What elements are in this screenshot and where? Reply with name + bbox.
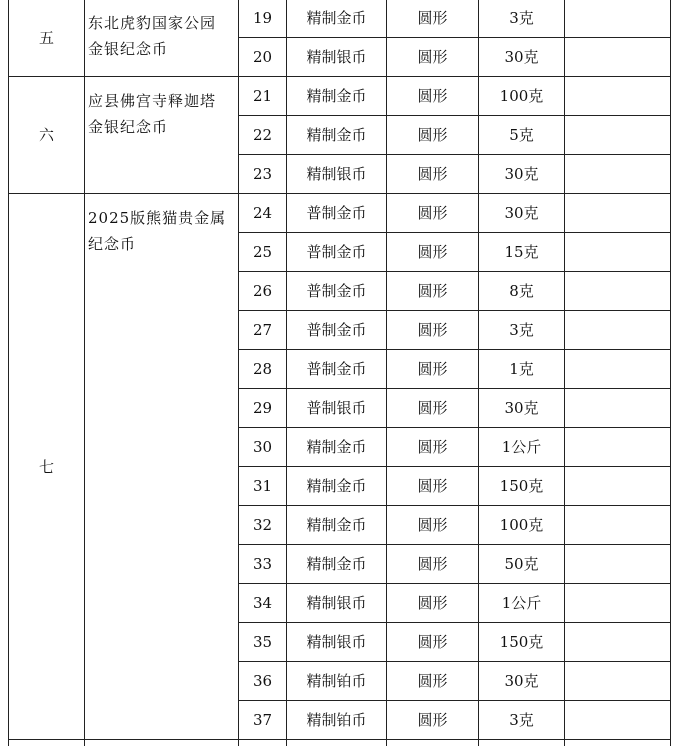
- coin-type-cell: 普制金币: [287, 194, 387, 233]
- group-name-line: 应县佛宫寺释迦塔: [88, 92, 217, 110]
- coin-weight-cell: 150克: [479, 623, 565, 662]
- coin-type-cell: 精制铂币: [287, 662, 387, 701]
- remarks-cell: [565, 233, 671, 272]
- coin-shape-cell: 圆形: [387, 233, 479, 272]
- coin-weight-cell: 15克: [479, 233, 565, 272]
- remarks-cell: [565, 428, 671, 467]
- coin-number-cell: 20: [239, 38, 287, 77]
- group-name-line: 东北虎豹国家公园: [88, 14, 217, 32]
- table-row-partial: [9, 740, 671, 747]
- coin-number-cell: 21: [239, 77, 287, 116]
- coin-number-cell: 34: [239, 584, 287, 623]
- coin-number-cell: 24: [239, 194, 287, 233]
- group-seq-cell: 六: [9, 77, 85, 194]
- remarks-cell: [565, 545, 671, 584]
- table-row: [9, 77, 671, 116]
- coin-type-cell: 精制金币: [287, 506, 387, 545]
- empty-cell: [239, 740, 287, 747]
- coin-weight-cell: 30克: [479, 38, 565, 77]
- coin-number-cell: 31: [239, 467, 287, 506]
- coin-type-cell: 精制银币: [287, 38, 387, 77]
- remarks-cell: [565, 662, 671, 701]
- remarks-cell: [565, 389, 671, 428]
- group-name-cell: [85, 194, 239, 740]
- group-name-line: 2025版熊猫贵金属: [88, 209, 227, 227]
- coin-shape-cell: 圆形: [387, 701, 479, 740]
- remarks-cell: [565, 701, 671, 740]
- group-seq-cell: 七: [9, 194, 85, 740]
- coin-type-cell: 精制金币: [287, 467, 387, 506]
- coin-number-cell: 19: [239, 0, 287, 38]
- coin-number-cell: 25: [239, 233, 287, 272]
- coin-type-cell: 精制银币: [287, 623, 387, 662]
- coin-table: [8, 0, 671, 746]
- remarks-cell: [565, 272, 671, 311]
- coin-shape-cell: 圆形: [387, 467, 479, 506]
- coin-weight-cell: 1公斤: [479, 428, 565, 467]
- coin-weight-cell: 5克: [479, 116, 565, 155]
- coin-shape-cell: 圆形: [387, 545, 479, 584]
- coin-type-cell: 普制金币: [287, 233, 387, 272]
- coin-type-cell: 普制金币: [287, 311, 387, 350]
- coin-number-cell: 36: [239, 662, 287, 701]
- coin-number-cell: 28: [239, 350, 287, 389]
- coin-type-cell: 精制银币: [287, 155, 387, 194]
- coin-shape-cell: 圆形: [387, 272, 479, 311]
- coin-type-cell: 精制金币: [287, 77, 387, 116]
- remarks-cell: [565, 38, 671, 77]
- coin-type-cell: 精制金币: [287, 116, 387, 155]
- coin-number-cell: 35: [239, 623, 287, 662]
- coin-type-cell: 普制金币: [287, 272, 387, 311]
- coin-shape-cell: 圆形: [387, 311, 479, 350]
- coin-type-cell: 普制银币: [287, 389, 387, 428]
- coin-weight-cell: 100克: [479, 506, 565, 545]
- coin-shape-cell: 圆形: [387, 350, 479, 389]
- coin-weight-cell: 3克: [479, 311, 565, 350]
- remarks-cell: [565, 311, 671, 350]
- coin-shape-cell: 圆形: [387, 584, 479, 623]
- coin-weight-cell: 3克: [479, 0, 565, 38]
- coin-shape-cell: 圆形: [387, 77, 479, 116]
- coin-number-cell: 32: [239, 506, 287, 545]
- empty-cell: [9, 740, 85, 747]
- empty-cell: [85, 740, 239, 747]
- coin-shape-cell: 圆形: [387, 506, 479, 545]
- empty-cell: [287, 740, 387, 747]
- coin-type-cell: 精制金币: [287, 545, 387, 584]
- remarks-cell: [565, 623, 671, 662]
- coin-number-cell: 37: [239, 701, 287, 740]
- group-name-cell: [85, 77, 239, 194]
- coin-weight-cell: 30克: [479, 155, 565, 194]
- coin-type-cell: 精制金币: [287, 428, 387, 467]
- remarks-cell: [565, 584, 671, 623]
- coin-weight-cell: 3克: [479, 701, 565, 740]
- group-name-line: 金银纪念币: [88, 40, 169, 58]
- table-row: [9, 194, 671, 233]
- coin-weight-cell: 30克: [479, 389, 565, 428]
- coin-weight-cell: 1公斤: [479, 584, 565, 623]
- coin-shape-cell: 圆形: [387, 194, 479, 233]
- coin-shape-cell: 圆形: [387, 155, 479, 194]
- coin-shape-cell: 圆形: [387, 116, 479, 155]
- coin-number-cell: 33: [239, 545, 287, 584]
- coin-weight-cell: 150克: [479, 467, 565, 506]
- remarks-cell: [565, 77, 671, 116]
- group-name-line: 纪念币: [88, 235, 137, 253]
- coin-type-cell: 普制金币: [287, 350, 387, 389]
- remarks-cell: [565, 467, 671, 506]
- coin-number-cell: 29: [239, 389, 287, 428]
- coin-weight-cell: 50克: [479, 545, 565, 584]
- coin-number-cell: 27: [239, 311, 287, 350]
- table-row: [9, 0, 671, 38]
- coin-number-cell: 22: [239, 116, 287, 155]
- coin-weight-cell: 1克: [479, 350, 565, 389]
- group-name-cell: [85, 0, 239, 77]
- empty-cell: [565, 740, 671, 747]
- coin-weight-cell: 30克: [479, 194, 565, 233]
- coin-shape-cell: 圆形: [387, 428, 479, 467]
- group-seq-cell: 五: [9, 0, 85, 77]
- coin-weight-cell: 30克: [479, 662, 565, 701]
- remarks-cell: [565, 155, 671, 194]
- remarks-cell: [565, 506, 671, 545]
- coin-weight-cell: 100克: [479, 77, 565, 116]
- empty-cell: [387, 740, 479, 747]
- remarks-cell: [565, 116, 671, 155]
- coin-number-cell: 26: [239, 272, 287, 311]
- coin-shape-cell: 圆形: [387, 662, 479, 701]
- coin-shape-cell: 圆形: [387, 389, 479, 428]
- coin-shape-cell: 圆形: [387, 623, 479, 662]
- coin-number-cell: 23: [239, 155, 287, 194]
- coin-table-body: [9, 0, 671, 746]
- coin-type-cell: 精制金币: [287, 0, 387, 38]
- coin-shape-cell: 圆形: [387, 38, 479, 77]
- coin-type-cell: 精制铂币: [287, 701, 387, 740]
- remarks-cell: [565, 0, 671, 38]
- coin-type-cell: 精制银币: [287, 584, 387, 623]
- group-name-line: 金银纪念币: [88, 118, 169, 136]
- remarks-cell: [565, 350, 671, 389]
- empty-cell: [479, 740, 565, 747]
- coin-number-cell: 30: [239, 428, 287, 467]
- coin-shape-cell: 圆形: [387, 0, 479, 38]
- remarks-cell: [565, 194, 671, 233]
- coin-weight-cell: 8克: [479, 272, 565, 311]
